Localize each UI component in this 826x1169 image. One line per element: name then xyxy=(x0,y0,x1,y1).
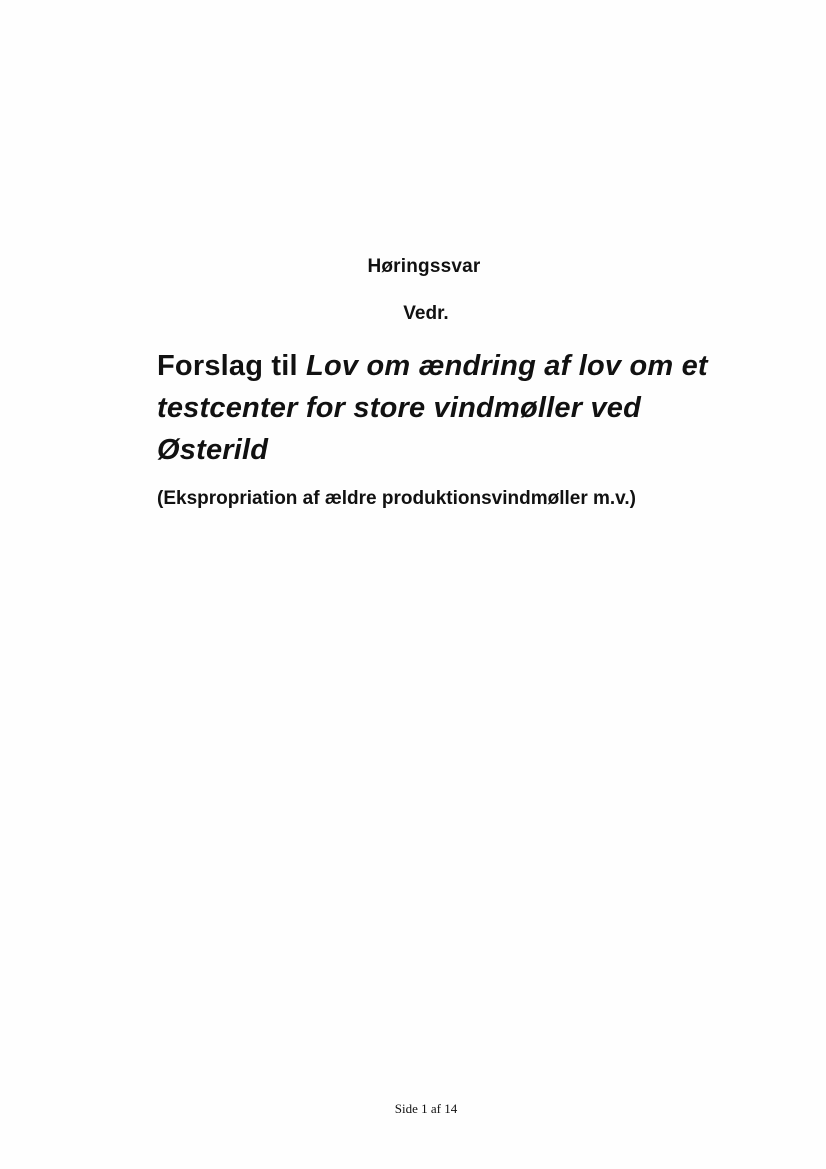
document-heading-hoeringssvar: Høringssvar xyxy=(367,256,481,277)
document-heading-vedr: Vedr. xyxy=(403,303,449,324)
page-number-footer: Side 1 af 14 xyxy=(394,1101,458,1116)
document-subtitle: (Ekspropriation af ældre produktionsvindmøller m.v.) xyxy=(157,488,636,509)
document-title-law-name: Lov om ændring af lov om et testcenter for store vindmøller ved Østerild xyxy=(157,350,708,466)
document-title xyxy=(157,345,757,471)
document-title-prefix: Forslag til xyxy=(157,350,307,382)
